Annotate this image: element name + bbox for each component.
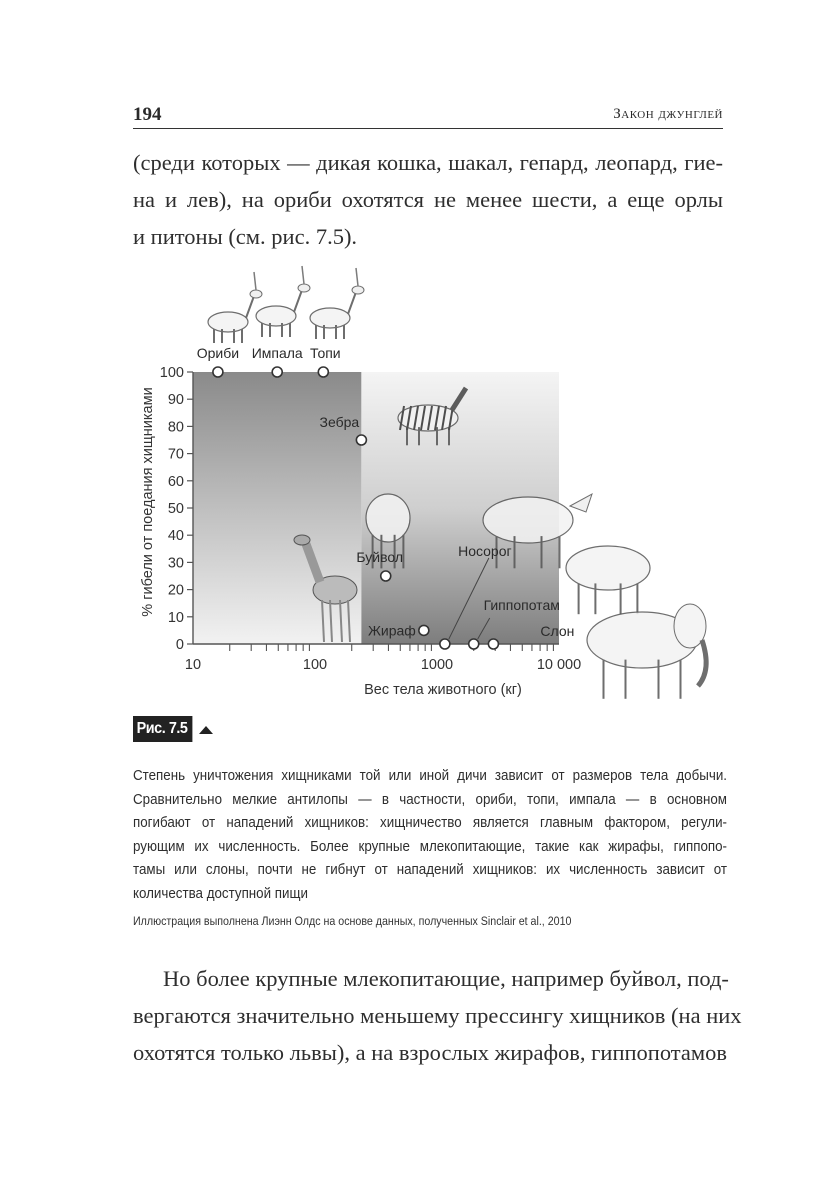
- x-tick-label: 10 000: [536, 657, 582, 673]
- y-tick-label: 70: [167, 446, 184, 463]
- data-point-label: Жираф: [367, 622, 416, 639]
- caption-line: тамы или слоны, почти не гибнут от нападений хищников: их численность зависит от: [133, 861, 727, 879]
- x-tick-label: 10: [184, 657, 202, 673]
- data-point: [419, 625, 429, 635]
- impala-illustration-icon: [256, 266, 310, 337]
- data-point: [356, 435, 366, 445]
- y-tick-label: 0: [175, 637, 184, 653]
- data-point-label: Топи: [309, 345, 341, 361]
- running-head: [133, 104, 723, 129]
- y-tick-label: 10: [167, 609, 184, 626]
- data-point-label: Гиппопотам: [483, 597, 560, 613]
- hippo-illustration-icon: [566, 546, 650, 614]
- data-point: [381, 571, 391, 581]
- data-point: [440, 639, 450, 649]
- y-tick-label: 60: [167, 473, 184, 490]
- topi-illustration-icon: [310, 268, 364, 339]
- figure-chart: [130, 260, 730, 700]
- text-line: Но более крупные млекопитающие, например буйвол, под-: [163, 966, 729, 991]
- text-line: (среди которых — дикая кошка, шакал, гепард, леопард, гие-: [133, 150, 723, 175]
- data-point: [213, 367, 223, 377]
- y-tick-label: 80: [167, 419, 184, 436]
- y-tick-label: 30: [167, 555, 184, 572]
- closing-paragraph: [133, 960, 742, 1071]
- data-point-label: Буйвол: [356, 549, 404, 565]
- y-tick-label: 100: [159, 365, 184, 381]
- text-line: вергаются значительно меньшему прессингу хищников (на них: [133, 1003, 742, 1028]
- y-tick-label: 40: [167, 528, 184, 545]
- figure-credit: Иллюстрация выполнена Лиэнн Олдс на основе данных, полученных Sinclair et al., 2010: [133, 914, 572, 928]
- figure-caption: [133, 764, 727, 906]
- y-tick-label: 20: [167, 582, 184, 599]
- figure-number-badge: Рис. 7.5: [133, 716, 192, 742]
- caption-line: погибают от нападений хищников: хищничество является главным фактором, регули-: [133, 814, 727, 832]
- x-tick-label: 100: [302, 657, 328, 673]
- triangle-up-icon: [199, 726, 213, 734]
- data-point-label: Ориби: [196, 345, 240, 361]
- oribi-illustration-icon: [208, 272, 262, 343]
- elephant-illustration-icon: [587, 604, 706, 699]
- running-title: Закон джунглей: [613, 106, 723, 122]
- data-point-label: Импала: [251, 345, 303, 361]
- text-line: на и лев), на ориби охотятся не менее шести, а еще орлы: [133, 187, 723, 212]
- intro-paragraph: [133, 144, 723, 255]
- data-point: [318, 367, 328, 377]
- caption-line: рующим их численность. Более крупные млекопитающие, такие как жирафы, гиппопо-: [133, 837, 727, 855]
- caption-line: Степень уничтожения хищниками той или иной дичи зависит от размеров тела добычи.: [133, 767, 727, 784]
- data-point-label: Носорог: [458, 543, 512, 559]
- y-tick-label: 50: [167, 501, 184, 517]
- chart-svg: [130, 260, 730, 700]
- text-line: охотятся только львы), а на взрослых жирафов, гиппопотамов: [133, 1040, 727, 1065]
- text-line: и питоны (см. рис. 7.5).: [133, 224, 358, 249]
- page-number: 194: [133, 104, 162, 125]
- x-tick-label: 1000: [420, 657, 454, 673]
- data-point-label: Слон: [540, 623, 575, 639]
- caption-line: Сравнительно мелкие антилопы — в частности, ориби, топи, импала — в основном: [133, 790, 727, 808]
- caption-line: количества доступной пищи: [133, 884, 308, 902]
- figure-label: [133, 716, 199, 746]
- data-point: [469, 639, 479, 649]
- data-point-label: Зебра: [319, 414, 360, 430]
- y-axis-title: % гибели от поедания хищниками: [140, 387, 156, 617]
- data-point: [272, 367, 282, 377]
- data-point: [488, 639, 498, 649]
- y-tick-label: 90: [167, 392, 184, 409]
- x-axis-title: Вес тела животного (кг): [364, 682, 522, 698]
